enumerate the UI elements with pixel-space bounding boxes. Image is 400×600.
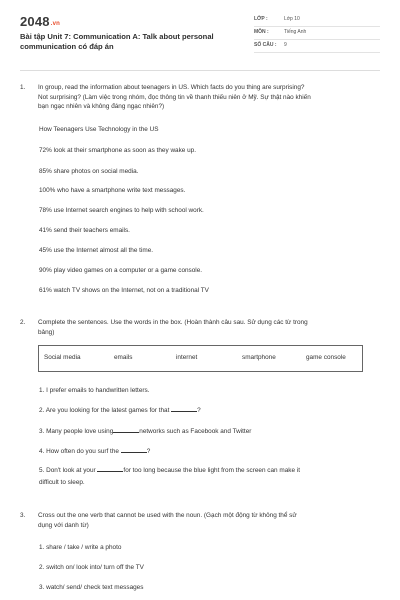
meta-row-subject bbox=[254, 27, 380, 40]
fact-item: 78% use Internet search engines to help with school work. bbox=[39, 207, 204, 214]
meta-info bbox=[254, 14, 380, 53]
word-box-item: smartphone bbox=[242, 354, 276, 361]
page-header bbox=[0, 0, 400, 64]
sentence-item bbox=[39, 466, 369, 475]
question-line: bảng) bbox=[38, 328, 55, 336]
exercise-item: 1. share / take / write a photo bbox=[39, 544, 122, 551]
question-number: 3. bbox=[20, 512, 26, 519]
meta-value: 9 bbox=[284, 42, 287, 48]
meta-row-count bbox=[254, 40, 380, 53]
meta-value: Lớp 10 bbox=[284, 16, 300, 22]
answer-blank[interactable] bbox=[121, 447, 147, 453]
answer-blank[interactable] bbox=[171, 406, 197, 412]
sentence-item bbox=[39, 406, 201, 415]
answer-blank[interactable] bbox=[97, 466, 123, 472]
fact-item: 85% share photos on social media. bbox=[39, 168, 139, 175]
fact-heading: How Teenagers Use Technology in the US bbox=[39, 126, 159, 133]
sentence-text: 3. Many people love using bbox=[39, 428, 114, 435]
fact-item: 72% look at their smartphone as soon as they wake up. bbox=[39, 147, 197, 154]
sentence-text: networks such as Facebook and Twitter bbox=[139, 428, 252, 435]
sentence-text: 2. Are you looking for the latest games for that bbox=[39, 407, 172, 414]
exercise-item: 3. watch/ send/ check text messages bbox=[39, 584, 144, 591]
question-line: Not surprising? (Làm việc trong nhóm, đọc thông tin về thanh thiếu niên ở Mỹ. Sự thật nào khiến bbox=[38, 93, 311, 101]
meta-value: Tiếng Anh bbox=[284, 29, 307, 35]
question-text bbox=[38, 318, 378, 337]
sentence-text: ? bbox=[197, 407, 201, 414]
word-box-item: internet bbox=[176, 354, 198, 361]
exercise-item: 2. switch on/ look into/ turn off the TV bbox=[39, 564, 144, 571]
fact-item: 90% play video games on a computer or a game console. bbox=[39, 267, 203, 274]
question-line: bạn ngạc nhiên và không đáng ngạc nhiên?) bbox=[38, 103, 165, 110]
sentence-item: 1. I prefer emails to handwritten letters. bbox=[39, 387, 150, 394]
logo-brand: 2048 bbox=[20, 14, 50, 29]
meta-label: MÔN : bbox=[254, 29, 269, 35]
sentence-text: ? bbox=[146, 448, 151, 455]
word-box-item: emails bbox=[114, 354, 133, 361]
question-text bbox=[38, 83, 378, 112]
answer-blank[interactable] bbox=[113, 427, 139, 433]
fact-item: 100% who have a smartphone write text messages. bbox=[39, 187, 186, 194]
question-number: 1. bbox=[20, 84, 26, 91]
meta-label: SỐ CÂU : bbox=[254, 42, 277, 48]
sentence-item bbox=[39, 447, 150, 456]
question-line: Cross out the one verb that cannot be used with the noun. (Gạch một động từ không thể sử bbox=[38, 512, 297, 519]
word-box-item: Social media bbox=[44, 354, 81, 361]
sentence-text: 4. How often do you surf the bbox=[39, 448, 121, 455]
document-title: Bài tập Unit 7: Communication A: Talk about personal communication có đáp án bbox=[20, 32, 214, 51]
meta-label: LỚP : bbox=[254, 16, 268, 22]
sentence-item bbox=[39, 427, 251, 436]
sentence-text: 5. Don't look at your bbox=[39, 467, 98, 474]
fact-item: 41% send their teachers emails. bbox=[39, 227, 130, 234]
question-text bbox=[38, 511, 378, 530]
sentence-continuation: difficult to sleep. bbox=[39, 479, 85, 486]
word-box-item: game console bbox=[306, 354, 346, 361]
question-number: 2. bbox=[20, 319, 26, 326]
sentence-text: for too long because the blue light from the screen can make it bbox=[123, 467, 300, 474]
question-line: dụng với danh từ) bbox=[38, 521, 89, 529]
question-line: In group, read the information about teenagers in US. Which facts do you thing are surprising? bbox=[38, 84, 305, 91]
question-line: Complete the sentences. Use the words in the box. (Hoàn thành câu sau. Sử dụng các từ trong bbox=[38, 319, 308, 326]
fact-item: 45% use the Internet almost all the time. bbox=[39, 247, 154, 254]
site-logo[interactable] bbox=[20, 14, 60, 29]
logo-tld: .vn bbox=[50, 21, 61, 27]
word-box bbox=[38, 345, 363, 372]
meta-row-class bbox=[254, 14, 380, 27]
header-divider bbox=[20, 70, 380, 71]
fact-item: 61% watch TV shows on the Internet, not on a traditional TV bbox=[39, 287, 209, 294]
